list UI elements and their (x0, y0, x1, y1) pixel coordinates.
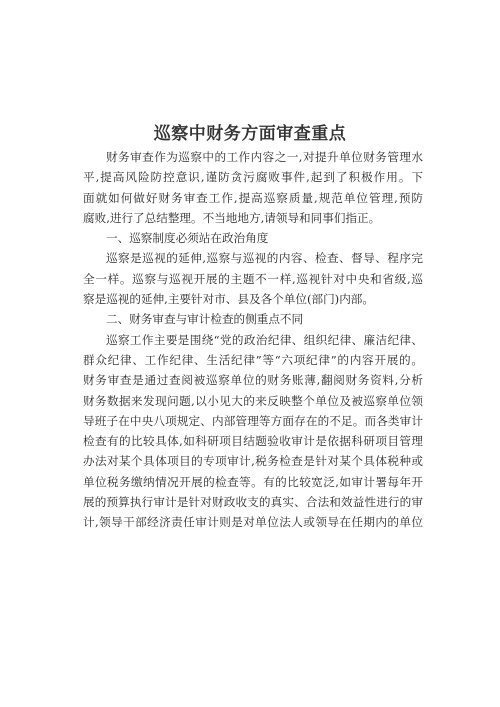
section-heading-1 (83, 228, 423, 248)
text-line: 办法对某个具体项目的专项审计,税务检查是针对某个具体税种或 (83, 454, 423, 469)
text-line: 面就如何做好财务审查工作,提高巡察质量,规范单位管理,预防 (83, 190, 423, 205)
text-line: 财务审查作为巡察中的工作内容之一,对提升单位财务管理水 (106, 150, 423, 164)
document-body (83, 147, 423, 533)
text-line: 财务数据来发现问题,以小见大的来反映整个单位及被巡察单位领 (83, 393, 423, 408)
paragraph-section-2 (83, 330, 423, 533)
text-line: 群众纪律、工作纪律、生活纪律”等“六项纪律”的内容开展的。 (83, 352, 423, 367)
text-line: 财务审查是通过查阅被巡察单位的财务账薄,翻阅财务资料,分析 (83, 373, 423, 388)
heading-line: 二、财务审查与审计检查的侧重点不同 (106, 312, 304, 327)
heading-line: 一、巡察制度必须站在政治角度 (106, 231, 269, 246)
text-line: 巡察是巡视的延伸,巡察与巡视的内容、检查、督导、程序完 (106, 251, 423, 266)
text-line: 腐败,进行了总结整理。不当地地方,请领导和同事们指正。 (83, 210, 381, 225)
text-line: 导班子在中央八项规定、内部管理等方面存在的不足。而各类审计 (83, 413, 423, 428)
text-line: 平,提高风险防控意识,谨防贪污腐败事件,起到了积极作用。下 (83, 170, 423, 185)
text-line: 全一样。巡察与巡视开展的主题不一样,巡视针对中央和省级,巡 (83, 271, 423, 286)
paragraph-section-1 (83, 248, 423, 309)
document-title: 巡察中财务方面审查重点 (153, 124, 347, 144)
section-heading-2 (83, 309, 423, 329)
text-line: 察是巡视的延伸,主要针对市、县及各个单位(部门)内部。 (83, 292, 374, 307)
text-line: 检查有的比较具体,如科研项目结题验收审计是依据科研项目管理 (83, 434, 423, 449)
text-line: 巡察工作主要是围绕“党的政治纪律、组织纪律、廉洁纪律、 (106, 332, 423, 347)
text-line: 展的预算执行审计是针对财政收支的真实、合法和效益性进行的审 (83, 495, 423, 510)
paragraph-intro (83, 147, 423, 228)
text-line: 计,领导干部经济责任审计则是对单位法人或领导在任期内的单位 (83, 515, 423, 530)
text-line: 单位税务缴纳情况开展的检查等。有的比较宽泛,如审计署每年开 (83, 474, 423, 489)
